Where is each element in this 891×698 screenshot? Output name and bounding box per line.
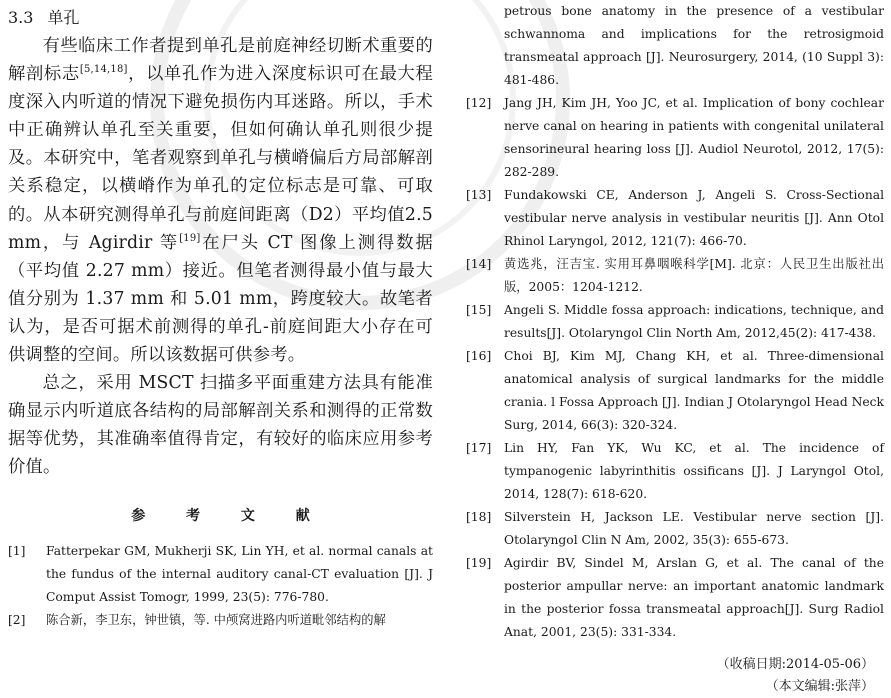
reference-number: [2]	[8, 612, 26, 627]
reference-number: [12]	[466, 96, 492, 110]
paragraph-text: 在尸头 CT 图像上测得数据（平均值 2.27 mm）接近。但笔者测得最小值与最大值分别为 1.37 mm 和 5.01 mm，跨度较大。故笔者认为，是否可据术前测得的单孔-前庭间距大小存在可供调整的空间。所以该数据可供参考。	[8, 232, 433, 366]
reference-item	[466, 437, 884, 506]
editor-credit: （本文编辑:张萍）	[765, 679, 874, 694]
reference-text: Fundakowski CE, Anderson J, Angeli S. Cross-Sectional vestibular nerve analysis in vestibular neuritis [J]. Ann Otol Rhinol Laryngol, 2012, 121(7): 466-70.	[504, 188, 884, 248]
right-column	[466, 0, 884, 698]
reference-item	[8, 540, 433, 609]
reference-number: [15]	[466, 303, 492, 317]
section-title: 单孔	[47, 8, 80, 27]
reference-number: [14]	[466, 257, 492, 271]
paragraph-text: ，以单孔作为进入深度标识可在最大程度深入内听道的情况下避免损伤内耳迷路。所以，手术中正确辨认单孔至关重要，但如何确认单孔则很少提及。本研究中，笔者观察到单孔与横嵴偏后方局部解剖关系稳定，以横嵴作为单孔的定位标志是可靠、可取的。从本研究测得单孔与前庭间距离（D2）平均值2.5 mm，与 Agirdir 等	[8, 64, 433, 253]
reference-continuation: petrous bone anatomy in the presence of a vestibular schwannoma and implications for the retrosigmoid transmeatal approach [J]. Neurosurgery, 2014, (10 Suppl 3): 481-486.	[504, 4, 884, 87]
citation: [5,14,18]	[79, 64, 128, 76]
received-date: （收稿日期:2014-05-06）	[716, 657, 874, 672]
reference-item	[466, 506, 884, 552]
reference-item	[466, 299, 884, 345]
reference-text: Choi BJ, Kim MJ, Chang KH, et al. Three-dimensional anatomical analysis of surgical landmarks for the middle crania. l Fossa Approach [J]. Indian J Otolaryngol Head Neck Surg, 2014, 66(3): 320-324.	[504, 349, 884, 432]
citation: [19]	[179, 232, 201, 244]
reference-number: [16]	[466, 349, 492, 363]
reference-text: Angeli S. Middle fossa approach: indications, technique, and results[J]. Otolaryngol Clin North Am, 2012,45(2): 417-438.	[504, 303, 884, 340]
reference-item	[8, 609, 433, 632]
reference-item	[466, 552, 884, 644]
reference-text: Fatterpekar GM, Mukherji SK, Lin YH, et al. normal canals at the fundus of the internal auditory canal-CT evaluation [J]. J Comput Assist Tomogr, 1999, 23(5): 776-780.	[46, 543, 433, 604]
reference-text: Agirdir BV, Sindel M, Arslan G, et al. The canal of the posterior ampullar nerve: an important anatomic landmark in the posterior fossa transmeatal approach[J]. Surg Radiol Anat, 2001, 23(5): 331-334.	[504, 556, 884, 639]
section-heading	[8, 4, 433, 32]
reference-item	[466, 345, 884, 437]
reference-number: [18]	[466, 510, 492, 524]
reference-item	[466, 253, 884, 299]
reference-text: Silverstein H, Jackson LE. Vestibular nerve section [J]. Otolaryngol Clin N Am, 2002, 35(3): 655-673.	[504, 510, 884, 547]
paragraph-text: 有些临床工作者提到单孔是前庭神经切断术重要的解剖标志	[8, 36, 433, 85]
paragraph-conclusion: 总之，采用 MSCT 扫描多平面重建方法具有能准确显示内听道底各结构的局部解剖关系和测得的正常数据等优势，其准确率值得肯定，有较好的临床应用参考价值。	[8, 373, 433, 478]
left-column	[8, 4, 433, 632]
paragraph-single-foramen	[8, 32, 433, 369]
reference-item	[466, 92, 884, 184]
reference-number: [17]	[466, 441, 492, 455]
reference-number: [19]	[466, 556, 492, 570]
reference-text: Lin HY, Fan YK, Wu KC, et al. The incidence of tympanogenic labyrinthitis ossificans [J]. J Laryngol Otol, 2014, 128(7): 618-620.	[504, 441, 884, 501]
section-number: 3.3	[8, 8, 34, 27]
reference-number: [1]	[8, 543, 26, 558]
reference-text: Jang JH, Kim JH, Yoo JC, et al. Implication of bony cochlear nerve canal on hearing in patients with congenital unilateral sensorineural hearing loss [J]. Audiol Neurotol, 2012, 17(5): 282-289.	[504, 96, 884, 179]
reference-text: 陈合新，李卫东，钟世镇，等. 中颅窝进路内听道毗邻结构的解	[46, 612, 386, 627]
reference-number: [13]	[466, 188, 492, 202]
reference-item	[466, 184, 884, 253]
references-heading: 参 考 文 献	[131, 507, 328, 524]
reference-text: 黄选兆，汪吉宝. 实用耳鼻咽喉科学[M]. 北京：人民卫生出版社出版，2005：1204-1212.	[504, 257, 884, 294]
